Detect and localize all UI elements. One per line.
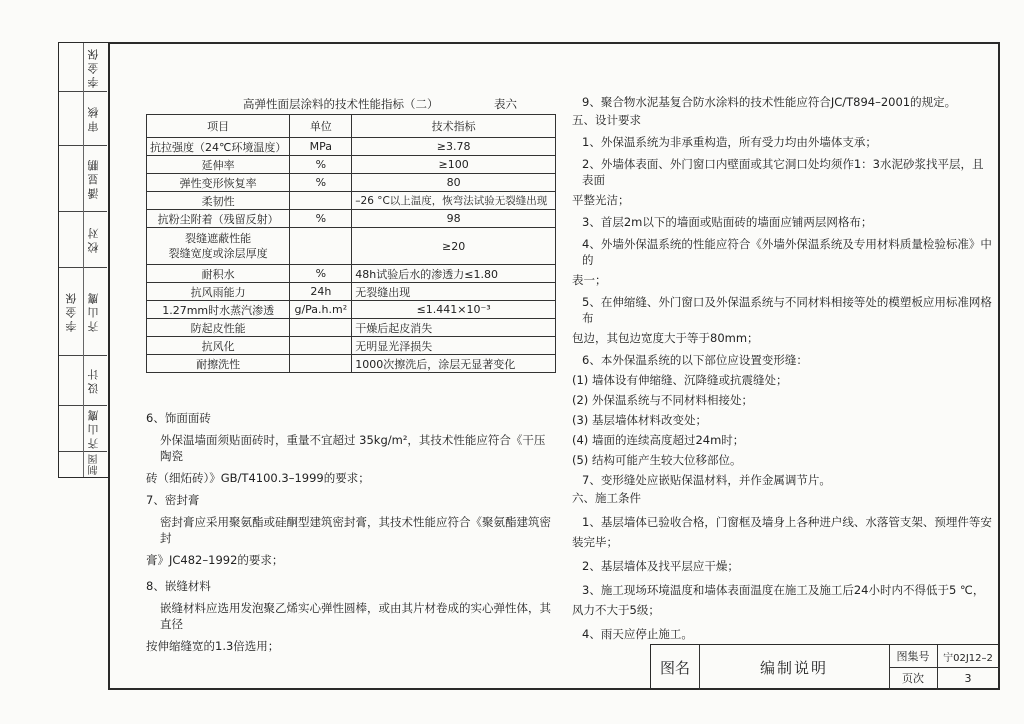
section-8-line2: 按伸缩缝宽的1.3倍选用； [146,639,280,653]
joint-location-4: (4) 墙面的连续高度超过24m时； [572,433,745,447]
section-6-line1: 外保温墙面须贴面砖时，重量不宜超过 35kg/m²，其技术性能应符合《干压陶瓷 [160,433,546,463]
row-unit: % [290,210,352,228]
row-unit: MPa [290,138,352,156]
section-8-title: 8、嵌缝材料 [146,579,211,593]
table-row [147,228,556,265]
table-row [147,301,556,319]
right-text-block [572,94,992,642]
row-item: 耐擦洗性 [147,355,290,373]
left-text-block [146,410,556,654]
row-unit: % [290,156,352,174]
row-value: 1000次擦洗后，涂层无显著变化 [352,355,556,373]
row-item: 弹性变形恢复率 [147,174,290,192]
design-req-5b: 包边，其包边宽度大于等于80mm； [572,331,759,345]
table-header-row [147,115,556,138]
row-unit [290,355,352,373]
row-unit [290,192,352,210]
row-value: ≥100 [352,156,556,174]
construction-cond-3b: 风力不大于5级； [572,603,660,617]
section-6-line2: 砖（细炻砖）》GB/T4100.3–1999的要求； [146,471,370,485]
section-7-line2: 膏》JC482–1992的要求； [146,553,284,567]
construction-cond-3a: 3、施工现场环境温度和墙体表面温度在施工及施工后24小时内不得低于5 ℃， [582,583,985,597]
design-req-3: 3、首层2m以下的墙面或贴面砖的墙面应铺两层网格布； [582,215,873,229]
atlas-number-label: 图集号 [896,650,930,663]
table-row [147,156,556,174]
design-req-5a: 5、在伸缩缝、外门窗口及外保温系统与不同材料相接等处的模塑板应用标准网格布 [582,295,992,325]
construction-cond-2: 2、基层墙体及找平层应干燥； [582,559,739,573]
table-row [147,174,556,192]
table-row [147,283,556,301]
heading-construction-conditions: 六、施工条件 [572,491,641,505]
section-7-line1: 密封膏应采用聚氨酯或硅酮型建筑密封膏，其技术性能应符合《聚氨酯建筑密封 [160,515,551,545]
row-value: 干燥后起皮消失 [352,319,556,337]
sidebar-name-3: 李金保 [65,290,78,332]
row-item: 防起皮性能 [147,319,290,337]
title-block [650,644,1000,690]
row-value: 98 [352,210,556,228]
joint-location-3: (3) 基层墙体材料改变处； [572,413,707,427]
table-row [147,337,556,355]
table-row [147,192,556,210]
spec-table [146,114,556,373]
row-item: 抗风雨能力 [147,283,290,301]
row-item: 抗粉尘附着（残留反射） [147,210,290,228]
row-value: 80 [352,174,556,192]
row-unit: % [290,265,352,283]
header-item: 项目 [147,115,290,138]
item-9: 9、聚合物水泥基复合防水涂料的技术性能应符合JC/T894–2001的规定。 [582,95,957,109]
section-8-line1: 嵌缝材料应选用发泡聚乙烯实心弹性圆棒，或由其片材卷成的实心弹性体，其直径 [160,601,551,631]
design-req-7: 7、变形缝处应嵌贴保温材料，并作金属调节片。 [582,473,831,487]
sidebar-label-design: 设计 [87,366,100,394]
row-unit [290,337,352,355]
header-unit: 单位 [290,115,352,138]
row-value: ≥3.78 [352,138,556,156]
page-number: 3 [964,671,972,685]
table-row [147,265,556,283]
title-block-name-label: 图名 [659,659,690,677]
sidebar-name-5: 齐山鹰 [87,407,100,449]
row-unit [290,319,352,337]
sidebar-name-4: 齐山鹰 [87,290,100,332]
sidebar-label-review: 审核 [87,104,100,132]
row-item-line2: 裂缝宽度或涂层厚度 [168,247,268,260]
row-item: 抗拉强度（24℃环境温度） [147,138,290,156]
row-value: ≥20 [352,228,556,265]
row-value: 无明显光泽损失 [352,337,556,355]
design-req-2b: 平整光洁； [572,193,630,207]
table-row [147,355,556,373]
joint-location-1: (1) 墙体设有伸缩缝、沉降缝或抗震缝处； [572,373,788,387]
design-req-4a: 4、外墙外保温系统的性能应符合《外墙外保温系统及专用材料质量检验标准》中的 [582,237,992,267]
row-value: 48h试验后水的渗透力≤1.80 [352,265,556,283]
row-item: 抗风化 [147,337,290,355]
construction-cond-1a: 1、基层墙体已验收合格，门窗框及墙身上各种进户线、水落管支架、预埋件等安 [582,515,992,529]
atlas-number: 宁02J12–2 [943,652,993,664]
section-6-title: 6、饰面面砖 [146,411,211,425]
drawing-name: 编制说明 [759,659,828,677]
sidebar-name-2: 潘显鹏 [87,157,100,199]
joint-location-5: (5) 结构可能产生较大位移部位。 [572,453,742,467]
sidebar-name-1: 李金保 [87,46,100,88]
row-unit: g/Pa.h.m² [290,301,352,319]
joint-location-2: (2) 外保温系统与不同材料相接处； [572,393,753,407]
row-value: –26 °C以上温度，恢弯法试验无裂缝出现 [352,192,556,210]
design-req-1: 1、外保温系统为非承重构造，所有受力均由外墙体支承； [582,135,877,149]
section-7-title: 7、密封膏 [146,493,200,507]
design-req-6: 6、本外保温系统的以下部位应设置变形缝： [582,353,808,367]
construction-cond-4: 4、雨天应停止施工。 [582,627,693,641]
table-number: 表六 [494,97,517,111]
heading-design-requirements: 五、设计要求 [572,113,641,127]
row-unit: 24h [290,283,352,301]
row-item: 延伸率 [147,156,290,174]
construction-cond-1b: 装完毕； [572,535,618,549]
row-value: 无裂缝出现 [352,283,556,301]
sidebar-label-draw: 制图 [88,453,100,475]
sidebar-divider [83,43,84,477]
row-item: 柔韧性 [147,192,290,210]
header-value: 技术指标 [352,115,556,138]
row-unit: % [290,174,352,192]
row-item: 耐积水 [147,265,290,283]
design-req-2a: 2、外墙体表面、外门窗口内壁面或其它洞口处均须作1：3水泥砂浆找平层，且表面 [582,157,984,187]
row-unit [290,228,352,265]
row-item-line1: 裂缝遮蔽性能 [185,232,252,245]
signature-sidebar [58,42,108,478]
sidebar-label-check: 校对 [87,225,100,253]
row-value: ≤1.441×10⁻³ [352,301,556,319]
row-item [147,228,290,265]
page-number-label: 页次 [902,672,924,685]
table-row [147,319,556,337]
design-req-4b: 表一； [572,273,607,287]
table-title: 高弹性面层涂料的技术性能指标（二） [243,97,439,111]
row-item: 1.27mm时水蒸汽渗透 [147,301,290,319]
table-row [147,138,556,156]
table-row [147,210,556,228]
